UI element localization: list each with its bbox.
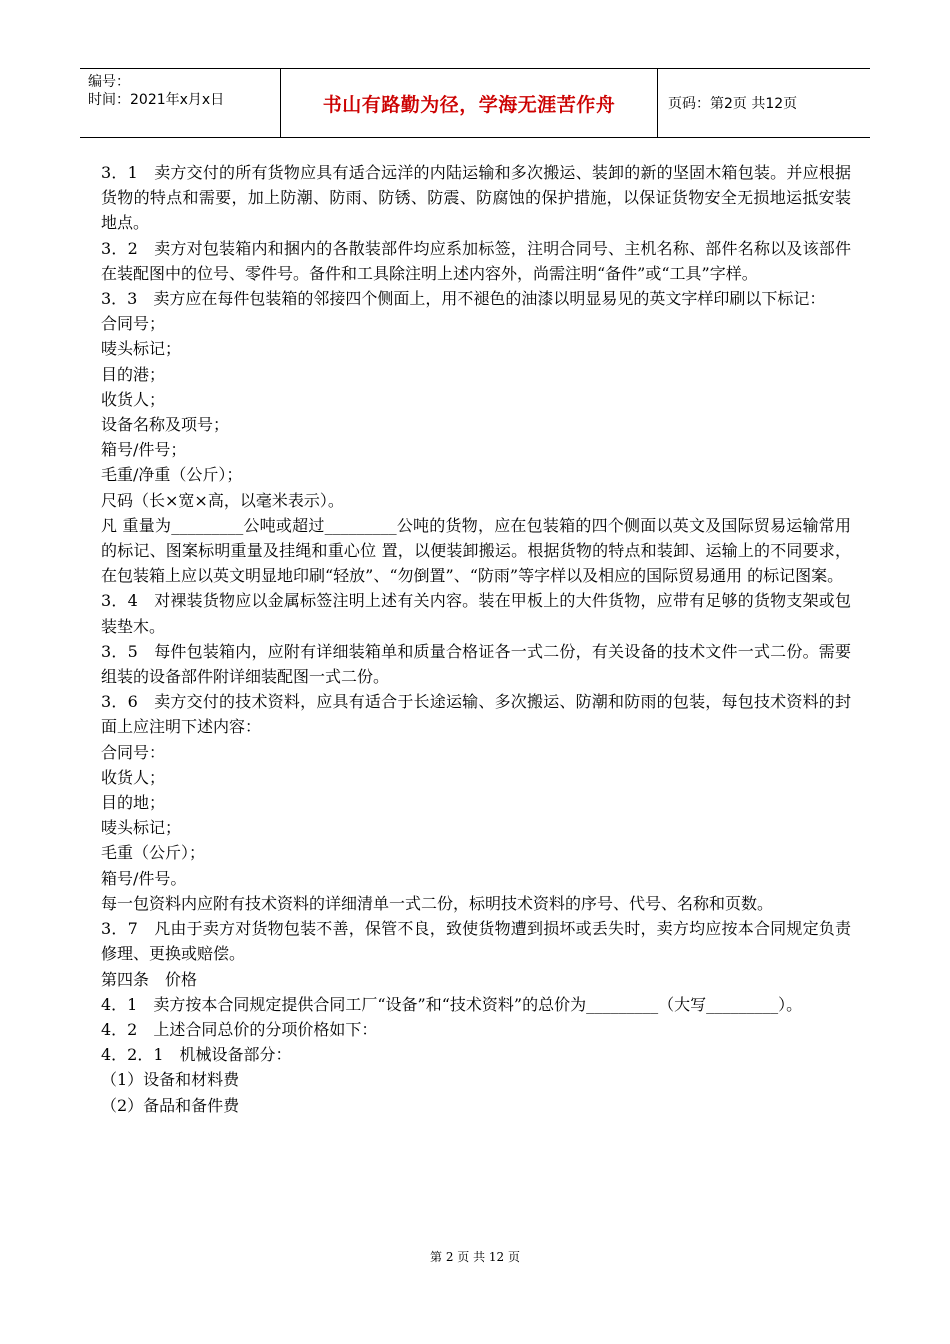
header-slogan: 书山有路勤为径，学海无涯苦作舟: [322, 93, 616, 116]
body-paragraph: 毛重/净重（公斤）；: [101, 465, 243, 485]
body-paragraph: 毛重（公斤）；: [101, 843, 206, 863]
page-header: [80, 68, 870, 138]
body-paragraph: 合同号；: [101, 314, 166, 334]
body-paragraph: 目的港；: [101, 364, 166, 384]
body-paragraph: 3．1 卖方交付的所有货物应具有适合远洋的内陆运输和多次搬运、装卸的新的坚固木箱包装。并应根据货物的特点和需要，加上防潮、防雨、防锈、防震、防腐蚀的保护措施，以保证货物安全无损地运抵安装地点。: [101, 163, 851, 233]
body-paragraph: 3．4 对裸装货物应以金属标签注明上述有关内容。装在甲板上的大件货物，应带有足够的货物支架或包装垫木。: [101, 591, 851, 636]
page-footer: 第 2 页 共 12 页: [430, 1250, 520, 1264]
body-paragraph: 唛头标记；: [101, 339, 182, 359]
document-date-label: 时间：2021年x月x日: [88, 92, 225, 108]
body-paragraph: 第四条 价格: [101, 969, 198, 989]
body-paragraph: 目的地；: [101, 793, 166, 813]
body-paragraph: 4．2．1 机械设备部分：: [101, 1045, 292, 1065]
body-paragraph: 凡 重量为_________公吨或超过_________公吨的货物，应在包装箱的四个侧面以英文及国际贸易运输常用的标记、图案标明重量及挂绳和重心位 置，以便装卸搬运。根据货物的特点和装卸、运输上的不同要求，在包装箱上应以英文明显地印刷“轻放”、“勿倒置”、“防雨”等字样以及相应的国际贸易通用 的标记图案。: [101, 515, 851, 586]
body-paragraph: （2）备品和备件费: [101, 1095, 240, 1115]
body-paragraph: 3．6 卖方交付的技术资料，应具有适合于长途运输、多次搬运、防潮和防雨的包装，每包技术资料的封面上应注明下述内容：: [101, 692, 851, 737]
body-paragraph: 唛头标记；: [101, 818, 182, 838]
document-number-label: 编号：: [88, 74, 130, 90]
body-paragraph: 3．5 每件包装箱内，应附有详细装箱单和质量合格证各一式二份，有关设备的技术文件一式二份。需要组装的设备部件附详细装配图一式二份。: [101, 641, 851, 687]
body-paragraph: 合同号：: [101, 742, 166, 762]
body-paragraph: 每一包资料内应附有技术资料的详细清单一式二份，标明技术资料的序号、代号、名称和页数。: [101, 893, 774, 913]
body-paragraph: 收货人；: [101, 767, 166, 787]
body-paragraph: 4．2 上述合同总价的分项价格如下：: [101, 1019, 378, 1039]
body-paragraph: 尺码（长×宽×高，以毫米表示）。: [101, 490, 344, 510]
header-slogan-cell: [281, 69, 658, 137]
body-paragraph: 收货人；: [101, 389, 166, 409]
body-paragraph: 设备名称及项号；: [101, 415, 230, 435]
body-paragraph: 3．7 凡由于卖方对货物包装不善，保管不良，致使货物遭到损坏或丢失时，卖方均应按本合同规定负责修理、更换或赔偿。: [101, 919, 851, 964]
body-paragraph: 4．1 卖方按本合同规定提供合同工厂“设备”和“技术资料”的总价为_________（大写_________）。: [101, 994, 803, 1014]
document-body: [101, 160, 851, 1118]
header-meta: [80, 69, 281, 137]
body-paragraph: （1）设备和材料费: [101, 1070, 240, 1090]
header-page-info: 页码：第2页 共12页: [668, 96, 798, 112]
body-paragraph: 3．3 卖方应在每件包装箱的邻接四个侧面上，用不褪色的油漆以明显易见的英文字样印刷以下标记：: [101, 289, 826, 309]
header-page-cell: [658, 69, 870, 137]
body-paragraph: 箱号/件号；: [101, 440, 187, 460]
body-paragraph: 3．2 卖方对包装箱内和捆内的各散装部件均应系加标签，注明合同号、主机名称、部件名称以及该部件在装配图中的位号、零件号。备件和工具除注明上述内容外，尚需注明“备件”或“工具”字样。: [101, 238, 851, 283]
body-paragraph: 箱号/件号。: [101, 868, 187, 888]
